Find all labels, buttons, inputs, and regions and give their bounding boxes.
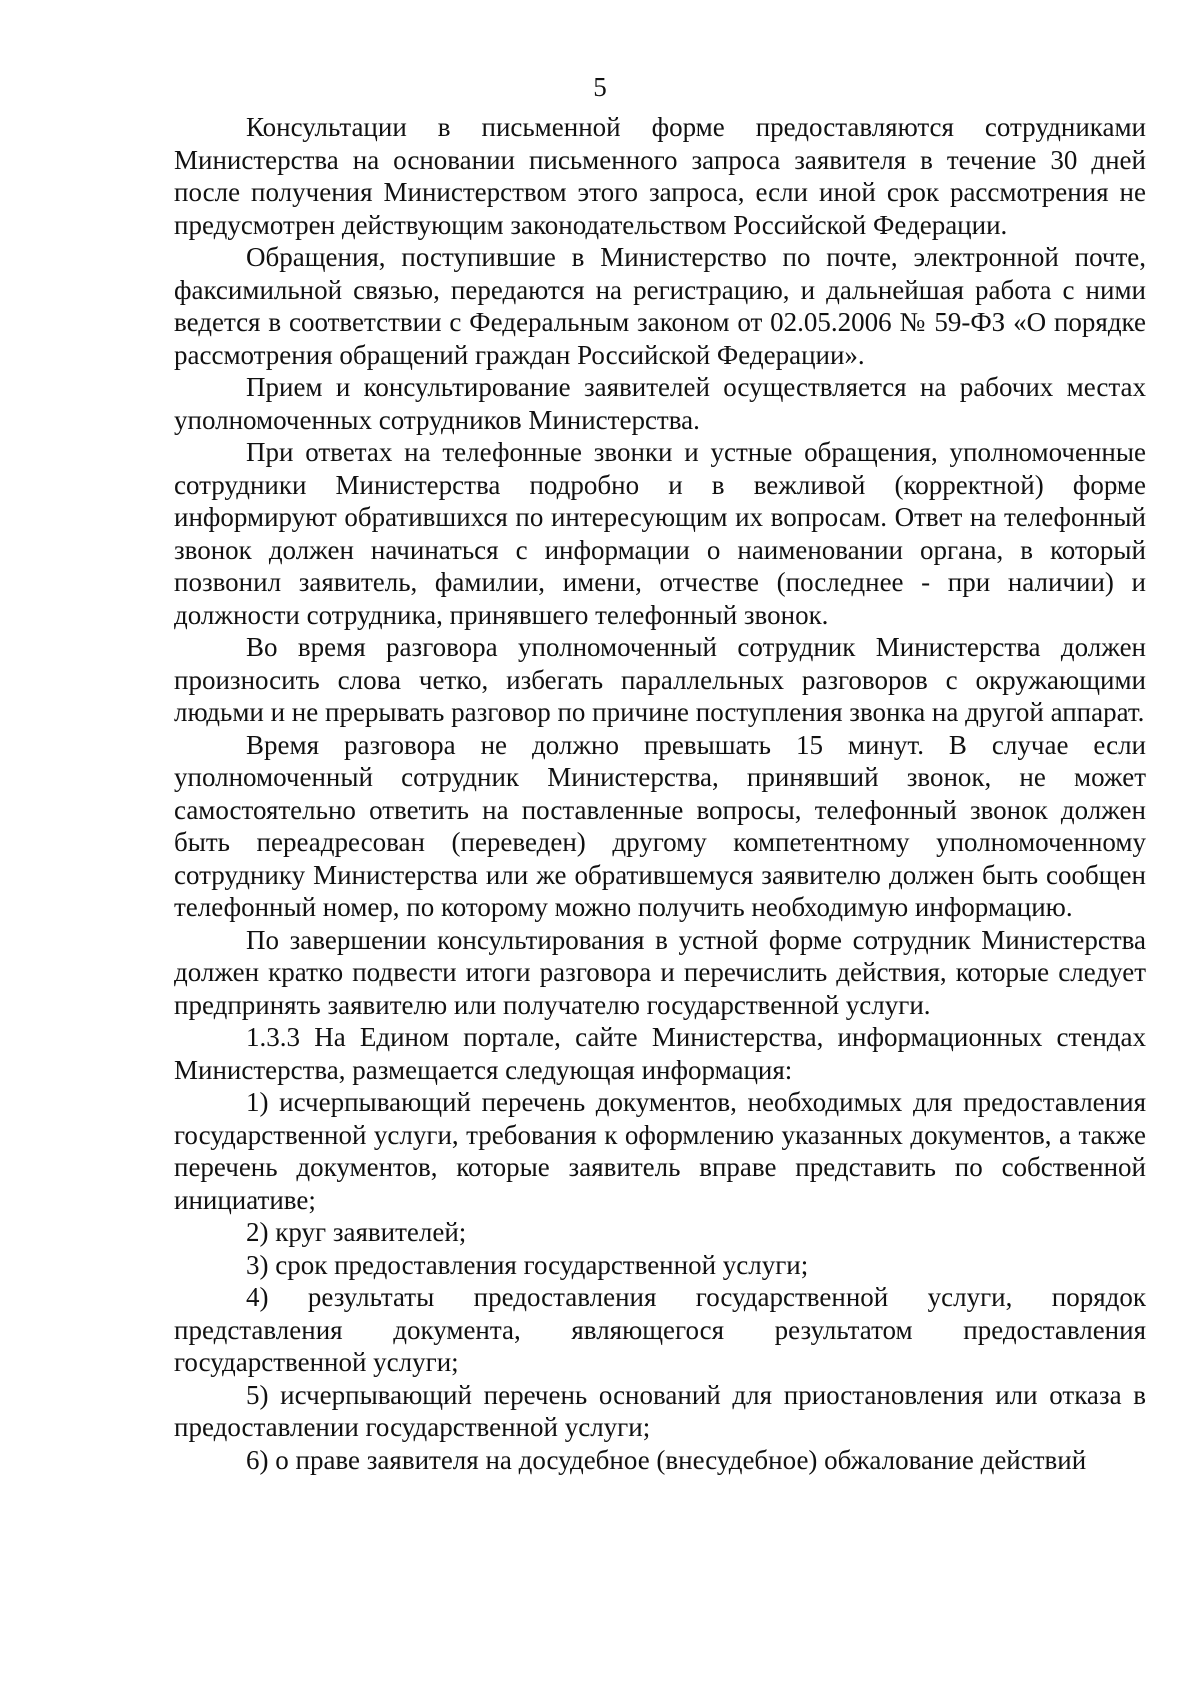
paragraph: Консультации в письменной форме предоставляются сотрудниками Министерства на основании письменного запроса заявителя в течение 30 дней после получения Министерством этого запроса, если иной срок рассмотрения не предусмотрен действующим законодательством Российской Федерации. (174, 112, 1146, 240)
paragraph: 1.3.3 На Едином портале, сайте Министерства, информационных стендах Министерства, размещается следующая информация: (174, 1022, 1146, 1085)
paragraph: По завершении консультирования в устной форме сотрудник Министерства должен кратко подвести итоги разговора и перечислить действия, которые следует предпринять заявителю или получателю государственной услуги. (174, 924, 1146, 1020)
paragraph: Прием и консультирование заявителей осуществляется на рабочих местах уполномоченных сотрудников Министерства. (174, 372, 1146, 435)
list-item: 6) о праве заявителя на досудебное (внесудебное) обжалование действий (246, 1444, 1087, 1475)
paragraph: Обращения, поступившие в Министерство по почте, электронной почте, факсимильной связью, передаются на регистрацию, и дальнейшая работа с ними ведется в соответствии с Федеральным законом от 02.05.2006 № 59-ФЗ «О порядке рассмотрения обращений граждан Российской Федерации». (174, 242, 1146, 370)
paragraph: При ответах на телефонные звонки и устные обращения, уполномоченные сотрудники Министерства подробно и в вежливой (корректной) форме информируют обратившихся по интересующим их вопросам. Ответ на телефонный звонок должен начинаться с информации о наименовании органа, в который позвонил заявитель, фамилии, имени, отчестве (последнее - при наличии) и должности сотрудника, принявшего телефонный звонок. (174, 437, 1146, 630)
paragraph: Время разговора не должно превышать 15 минут. В случае если уполномоченный сотрудник Министерства, принявший звонок, не может самостоятельно ответить на поставленные вопросы, телефонный звонок должен быть переадресован (переведен) другому компетентному уполномоченному сотруднику Министерства или же обратившемуся заявителю должен быть сообщен телефонный номер, по которому можно получить необходимую информацию. (174, 729, 1146, 922)
list-item: 1) исчерпывающий перечень документов, необходимых для предоставления государственной услуги, требования к оформлению указанных документов, а также перечень документов, которые заявитель вправе представить по собственной инициативе; (174, 1087, 1146, 1215)
page-number: 5 (593, 72, 607, 102)
list-item: 5) исчерпывающий перечень оснований для приостановления или отказа в предоставлении государственной услуги; (174, 1379, 1146, 1442)
document-body (174, 111, 1146, 1476)
list-item: 2) круг заявителей; (246, 1217, 467, 1247)
list-item: 3) срок предоставления государственной услуги; (246, 1249, 809, 1280)
list-item: 4) результаты предоставления государственной услуги, порядок представления документа, являющегося результатом предоставления государственной услуги; (174, 1282, 1146, 1377)
paragraph: Во время разговора уполномоченный сотрудник Министерства должен произносить слова четко, избегать параллельных разговоров с окружающими людьми и не прерывать разговор по причине поступления звонка на другой аппарат. (174, 632, 1146, 727)
